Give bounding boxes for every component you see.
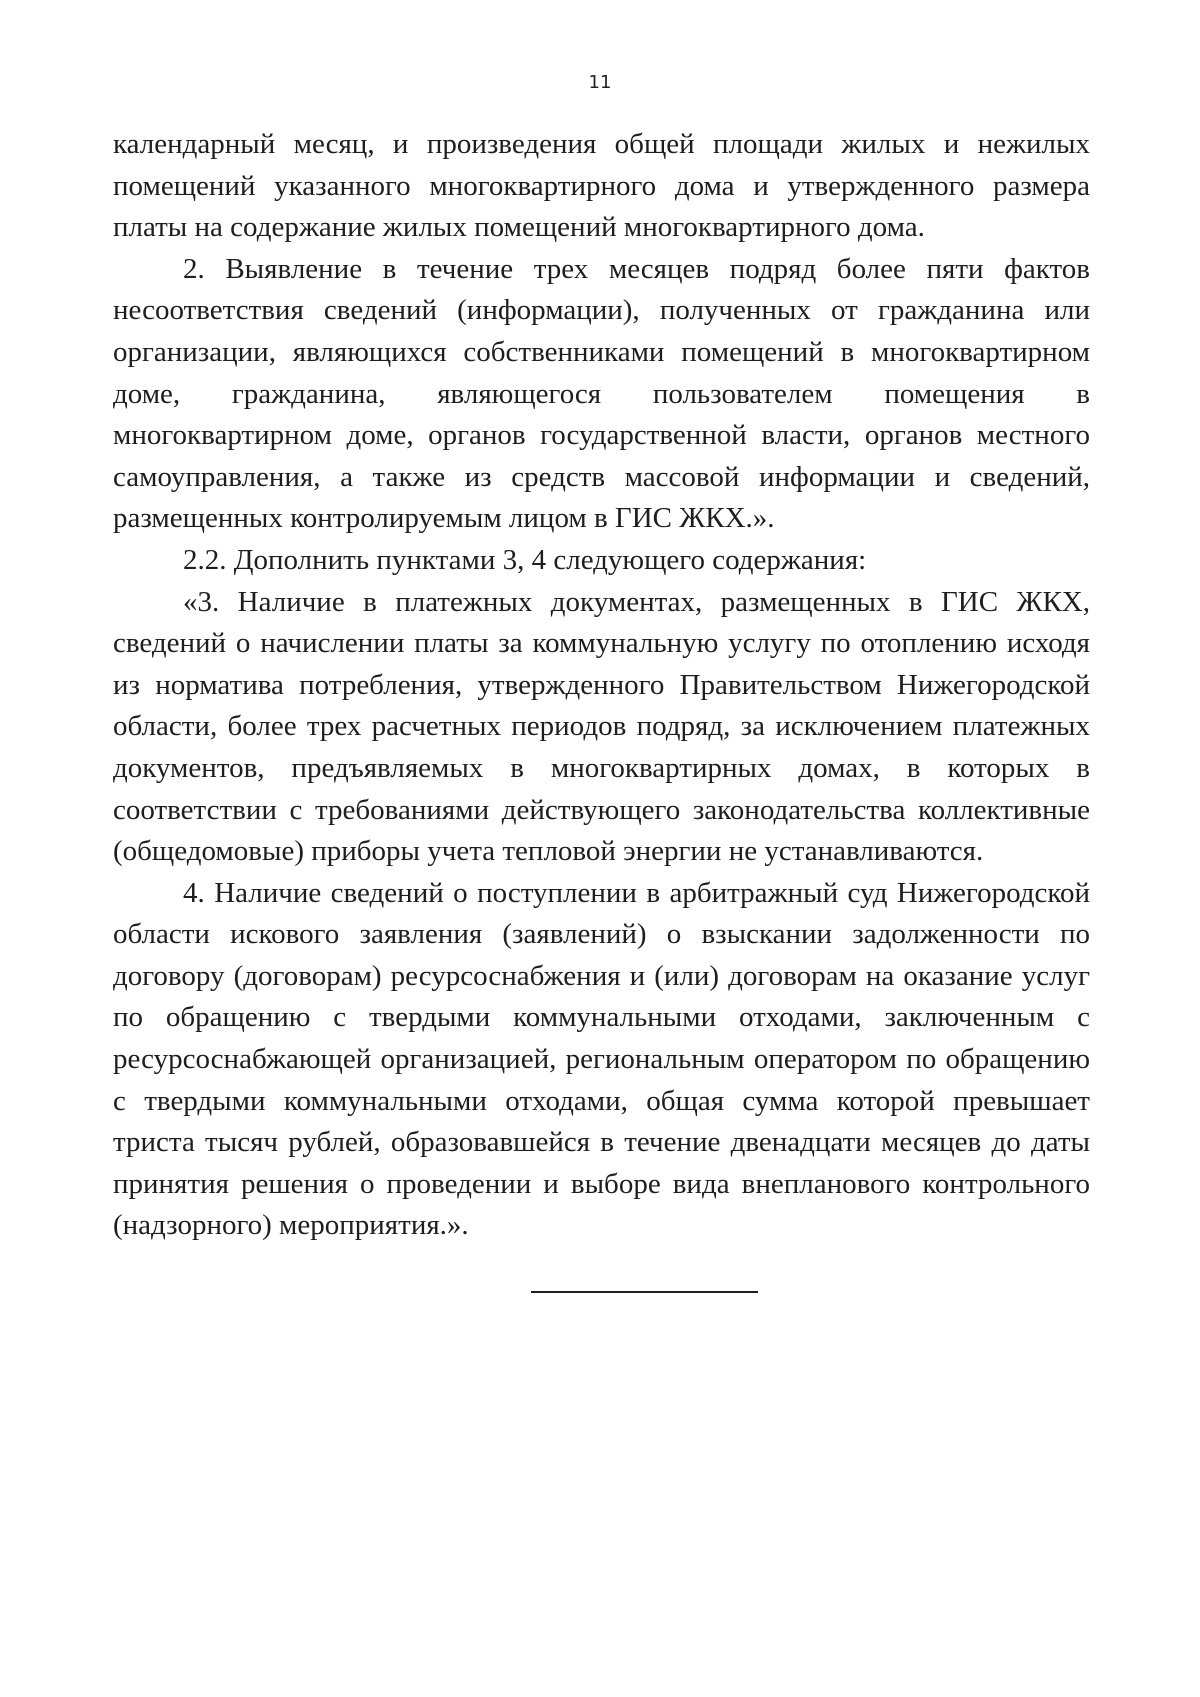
- paragraph-item-3: «3. Наличие в платежных документах, размещенных в ГИС ЖКХ, сведений о начислении платы за коммунальную услугу по отоплению исходя из норматива потребления, утвержденного Правительством Нижегородской области, более трех расчетных периодов подряд, за исключением платежных документов, предъявляемых в многоквартирных домах, в которых в соответствии с требованиями действующего законодательства коллективные (общедомовые) приборы учета тепловой энергии не устанавливаются.: [113, 585, 1090, 868]
- paragraph-amendment-2-2: 2.2. Дополнить пунктами 3, 4 следующего содержания:: [183, 543, 867, 576]
- paragraph-item-2: 2. Выявление в течение трех месяцев подряд более пяти фактов несоответствия сведений (информации), полученных от гражданина или организации, являющихся собственниками помещений в многоквартирном доме, гражданина, являющегося пользователем помещения в многоквартирном доме, органов государственной власти, органов местного самоуправления, а также из средств массовой информации и сведений, размещенных контролируемым лицом в ГИС ЖКХ.».: [113, 252, 1090, 535]
- end-of-text-divider: [531, 1291, 758, 1293]
- paragraph-item-4: 4. Наличие сведений о поступлении в арбитражный суд Нижегородской области искового заявления (заявлений) о взыскании задолженности по договору (договорам) ресурсоснабжения и (или) договорам на оказание услуг по обращению с твердыми коммунальными отходами, заключенным с ресурсоснабжающей организацией, региональным оператором по обращению с твердыми коммунальными отходами, общая сумма которой превышает триста тысяч рублей, образовавшейся в течение двенадцати месяцев до даты принятия решения о проведении и выборе вида внепланового контрольного (надзорного) мероприятия.».: [113, 876, 1090, 1242]
- page-number: 11: [588, 72, 612, 93]
- paragraph-continuation: календарный месяц, и произведения общей площади жилых и нежилых помещений указанного многоквартирного дома и утвержденного размера платы на содержание жилых помещений многоквартирного дома.: [113, 128, 1090, 244]
- document-body: [113, 124, 1090, 1247]
